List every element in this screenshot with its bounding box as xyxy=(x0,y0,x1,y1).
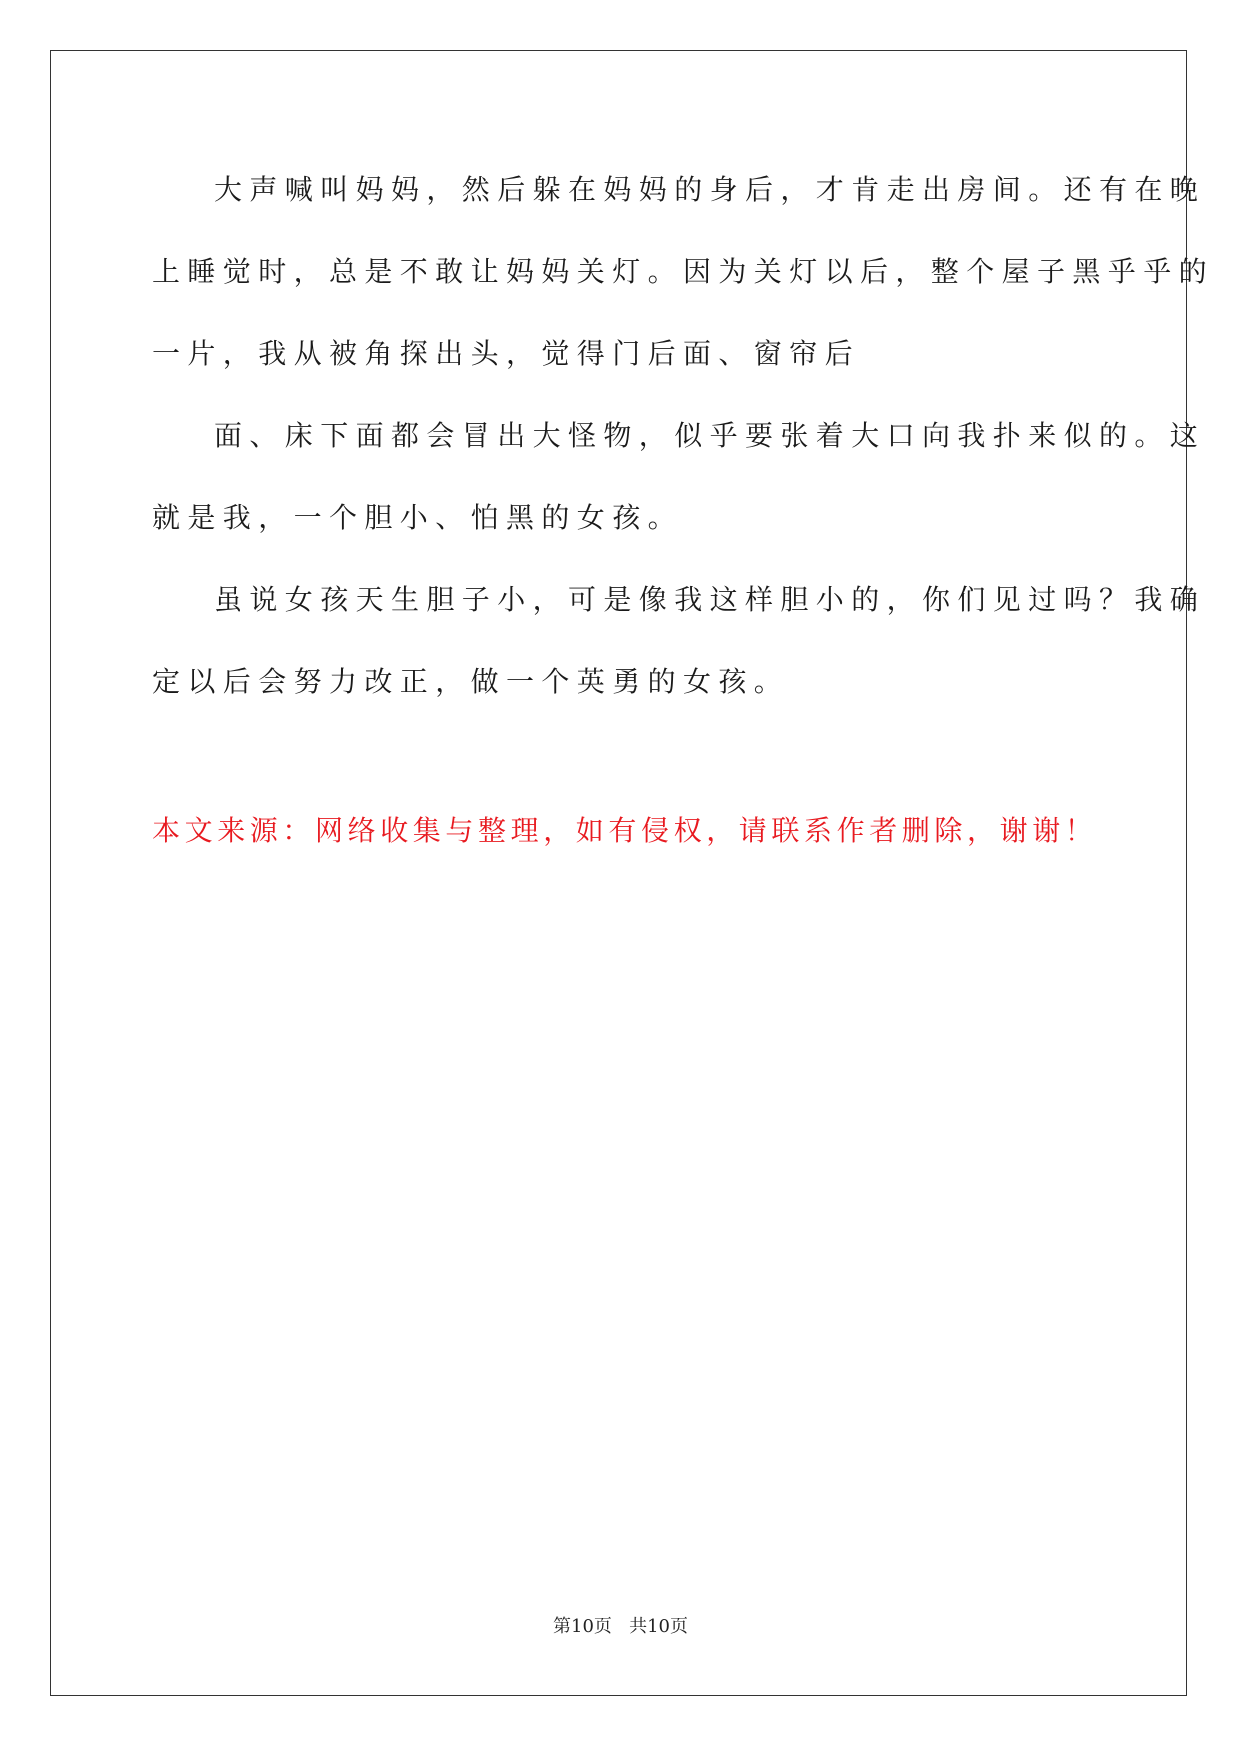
paragraph-line: 虽说女孩天生胆子小，可是像我这样胆小的，你们见过吗？我确 xyxy=(214,583,1206,616)
paragraph-line: 一片，我从被角探出头，觉得门后面、窗帘后 xyxy=(152,337,861,370)
paragraph-line: 定以后会努力改正，做一个英勇的女孩。 xyxy=(152,665,790,698)
paragraph-line: 面、床下面都会冒出大怪物，似乎要张着大口向我扑来似的。这 xyxy=(214,419,1206,452)
paragraph-line: 上睡觉时，总是不敢让妈妈关灯。因为关灯以后，整个屋子黑乎乎的 xyxy=(152,255,1215,288)
paragraph-line: 就是我，一个胆小、怕黑的女孩。 xyxy=(152,501,684,534)
page-number-footer: 第10页 共10页 xyxy=(553,1616,688,1637)
source-note: 本文来源：网络收集与整理，如有侵权，请联系作者删除，谢谢！ xyxy=(152,814,1098,847)
paragraph-line: 大声喊叫妈妈，然后躲在妈妈的身后，才肯走出房间。还有在晚 xyxy=(214,173,1206,206)
page-border xyxy=(50,50,1215,1696)
